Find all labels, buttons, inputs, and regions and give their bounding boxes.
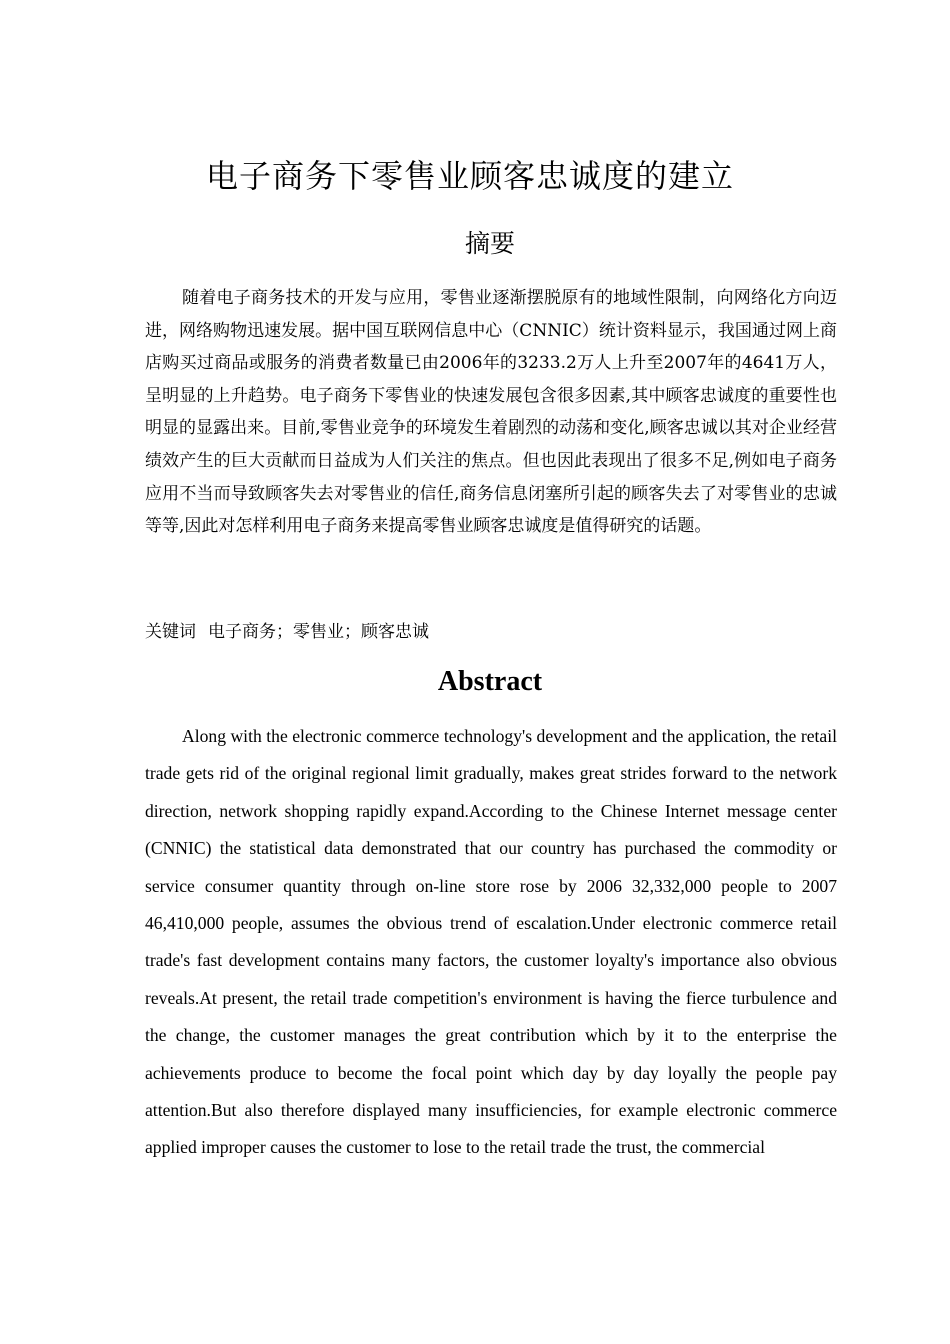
abstract-body-english: Along with the electronic commerce technology's development and the application, the retail trade gets rid of the original regional limit gradually, makes great strides forward to the network direction, network shopping rapidly expand.According to the Chinese Internet message center (CNNIC) the statistical data demonstrated that our country has purchased the commodity or service consumer quantity through on-line store rose by 2006 32,332,000 people to 2007 46,410,000 people, assumes the obvious trend of escalation.Under electronic commerce retail trade's fast development contains many factors, the customer loyalty's importance also obvious reveals.At present, the retail trade competition's environment is having the fierce turbulence and the change, the customer manages the great contribution which by it to the enterprise the achievements produce to become the focal point which day by day loyally the people pay attention.But also therefore displayed many insufficiencies, for example electronic commerce applied improper causes the customer to lose to the retail trade the trust, the commercial xyxy=(145,726,837,1158)
abstract-heading-chinese: 摘要 xyxy=(464,229,515,258)
document-title: 电子商务下零售业顾客忠诚度的建立 xyxy=(205,157,734,195)
keywords-label: 关键词 xyxy=(145,622,196,642)
abstract-body-chinese: 随着电子商务技术的开发与应用，零售业逐渐摆脱原有的地域性限制，向网络化方向迈进，网络购物迅速发展。据中国互联网信息中心（CNNIC）统计资料显示，我国通过网上商店购买过商品或服务的消费者数量已由2006年的3233.2万人上升至2007年的4641万人，呈明显的上升趋势。电子商务下零售业的快速发展包含很多因素,其中顾客忠诚度的重要性也明显的显露出来。目前,零售业竞争的环境发生着剧烈的动荡和变化,顾客忠诚以其对企业经营绩效产生的巨大贡献而日益成为人们关注的焦点。但也因此表现出了很多不足,例如电子商务应用不当而导致顾客失去对零售业的信任,商务信息闭塞所引起的顾客失去了对零售业的忠诚等等,因此对怎样利用电子商务来提高零售业顾客忠诚度是值得研究的话题。 xyxy=(145,288,837,537)
keywords-line xyxy=(145,616,837,648)
keywords-list: 电子商务；零售业；顾客忠诚 xyxy=(208,622,429,642)
abstract-heading-english: Abstract xyxy=(437,666,543,697)
